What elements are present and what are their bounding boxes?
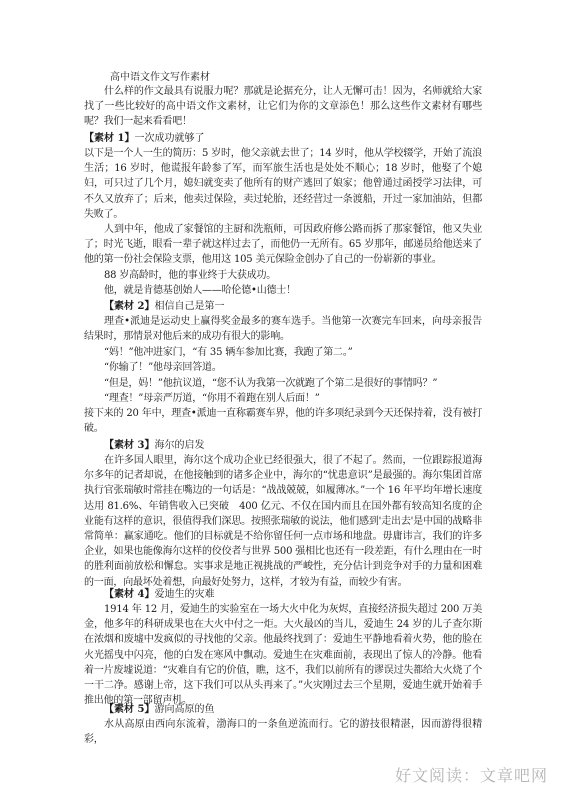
section-1-label: 【素材 1】 bbox=[84, 133, 135, 144]
section-1-heading bbox=[84, 131, 204, 146]
section-1-paragraph-3: 88 岁高龄时，他的事业终于大获成功。 bbox=[104, 270, 277, 281]
section-3-heading bbox=[104, 438, 204, 453]
section-5-paragraph-1: 水从高原由西向东流着，渤海口的一条鱼逆流而行。它的游技很精湛，因而游得很精彩， bbox=[84, 719, 482, 746]
document-title: 高中语文作文写作素材 bbox=[110, 72, 210, 83]
section-2-paragraph-6: 接下来的 20 年中，理查•派迪一直称霸赛车界，他的许多项纪录到今天还保持着，没有被打破。 bbox=[84, 408, 482, 435]
section-1-paragraph-4: 他，就是肯德基创始人——哈伦德•山德士！ bbox=[104, 285, 296, 296]
section-1-paragraph-1: 以下是一个人一生的简历：5 岁时，他父亲就去世了；14 岁时，他从学校辍学，开始了流浪生活；16 岁时，他谎报年龄参了军，而军旅生活也是处处不顺心；18 岁时，他娶了个媳妇，可只过了几个月，媳妇就变卖了他所有的财产逃回了娘家；他曾通过函授学习法律，可不久又放弃了；后来，他卖过保险，卖过轮胎，还经营过一条渡船，开过一家加油站，但都失败了。 bbox=[84, 148, 482, 220]
section-3-paragraph-1: 在许多国人眼里，海尔这个成功企业已经很强大，很了不起了。然而，一位跟踪报道海尔多年的记者却说，在他接触到的诸多企业中，海尔的“忧患意识”是最强的。海尔集团首席执行官张瑞敏时常挂在嘴边的一句话是：“战战兢兢，如履薄冰。”一个 16 年平均年增长速度达用 81.6%、年销售收入已突破 400 亿元、不仅在国内而且在国外都有较高知名度的企业能有这样的意识，很值得我们深思。按照张瑞敏的说法，他们感到'走出去'是中国的战略非常简单：赢家通吃。他们的目标就是不给你留任何一点市场和地盘。毋庸讳言，我们的许多企业，如果也能像海尔这样的佼佼者与世界 500 强相比也还有一段差距，有什么理由在一时的胜利面前放松和懈怠。实事求是地正视挑战的严峻性，充分估计到竞争对手的力量和困难的一面，向最坏处着想，向最好处努力，这样，才较为有益，而较少有害。 bbox=[84, 455, 482, 588]
section-1-paragraph-2: 人到中年，他成了家餐馆的主厨和洗瓶师，可因政府修公路而拆了那家餐馆，他又失业了；时光飞逝，眼看一辈子就这样过去了，而他仍一无所有。65 岁那年，邮递员给他送来了他的第一份社会保险支票，他用这 105 美元保险金创办了自己的一份崭新的事业。 bbox=[84, 224, 482, 266]
section-5-heading bbox=[104, 702, 214, 717]
section-2-paragraph-2: “妈！”他冲进家门，“有 35 辆车参加比赛，我跑了第二。” bbox=[104, 347, 353, 358]
intro-paragraph: 什么样的作文最具有说服力呢？那就是论据充分，让人无懈可击！因为，名师就给大家找了一些比较好的高中语文作文素材，让它们为你的文章添色！那么这些作文素材有哪些呢？我们一起来看看吧！ bbox=[84, 86, 482, 128]
section-4-paragraph-1: 1914 年 12 月，爱迪生的实验室在一场大火中化为灰烬，直接经济损失超过 200 万美金，他多年的科研成果也在大火中付之一炬。大火最凶的当儿，爱迪生 24 岁的儿子查尔斯在浓烟和废墟中发疯似的寻找他的父亲。他最终找到了：爱迪生平静地看着火势，他的脸在火光摇曳中闪亮，他的白发在寒风中飘动。爱迪生在灾难面前，表现出了惊人的冷静。他看着一片废墟说道：“灾难自有它的价值，瞧，这不，我们以前所有的谬误过失都给大火烧了个一干二净。感谢上帝，这下我们可以从头再来了。”火灾刚过去三个星期，爱迪生就开始着手推出他的第一部留声机。 bbox=[84, 604, 482, 707]
site-watermark: 好文阅读：文章吧网 bbox=[394, 766, 548, 785]
section-4-title: 爱迪生的灾难 bbox=[154, 589, 215, 600]
section-2-heading bbox=[104, 299, 224, 314]
section-5-title: 游向高原的鱼 bbox=[154, 704, 215, 715]
section-3-title: 海尔的启发 bbox=[154, 440, 205, 451]
section-2-paragraph-1: 理查•派迪是运动史上赢得奖金最多的赛车选手。当他第一次赛完车回来，向母亲报告结果时，那情景对他后来的成功有很大的影响。 bbox=[84, 316, 482, 343]
section-2-title: 相信自己是第一 bbox=[154, 301, 225, 312]
section-5-label: 【素材 5】 bbox=[104, 704, 155, 715]
section-2-label: 【素材 2】 bbox=[104, 301, 155, 312]
section-3-label: 【素材 3】 bbox=[104, 440, 155, 451]
section-1-title: 一次成功就够了 bbox=[134, 133, 205, 144]
section-4-heading bbox=[104, 587, 214, 602]
section-4-label: 【素材 4】 bbox=[104, 589, 155, 600]
section-2-paragraph-5: “理查！”母亲严厉道，“你用不着跑在别人后面！” bbox=[104, 393, 320, 404]
section-2-paragraph-3: “你输了！”他母亲回答道。 bbox=[104, 362, 222, 373]
section-2-paragraph-4: “但是，妈！”他抗议道，“您不认为我第一次就跑了个第二是很好的事情吗？” bbox=[104, 378, 438, 389]
